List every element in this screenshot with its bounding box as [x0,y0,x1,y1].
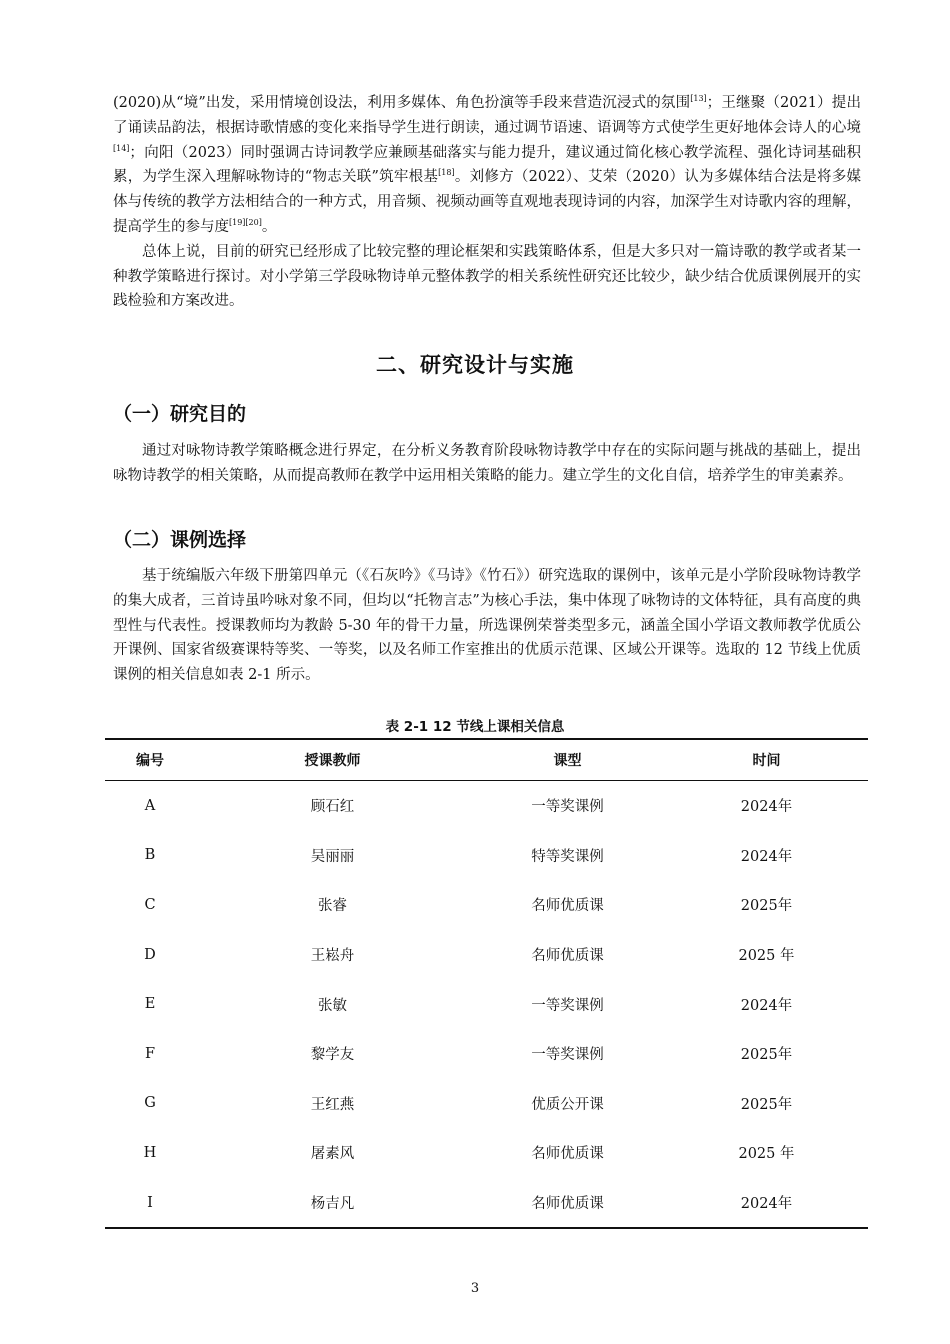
cell-year: 2024年 [740,799,793,816]
cell-id: C [144,896,156,913]
text-run: ；向阳（2023）同时强调古诗词教学应兼顾基础落实与能力提升，建议通过简化核心教学流程、强化诗词基础积累，为学生深入理解咏物诗的“物志关联”筑牢根基 [113,144,861,186]
cell-teacher: 张睿 [318,898,347,915]
cell-teacher: 屠素风 [310,1146,355,1163]
cell-id: G [144,1095,156,1112]
cell-year: 2024年 [740,1196,793,1213]
cell-teacher: 顾石红 [310,799,355,816]
citation-marker: [19][20] [229,218,262,228]
header-lesson-type: 课型 [553,753,582,769]
table-header-row [105,739,868,781]
table-row [105,930,868,980]
lit-review-paragraph-1 [113,91,861,240]
table-row [105,1079,868,1129]
section-heading-case-selection: （二）课例选择 [113,529,247,551]
header-teacher: 授课教师 [304,753,361,769]
chapter-title: 二、研究设计与实施 [376,353,574,377]
text-run: (2020)从“境”出发，采用情境创设法，利用多媒体、角色扮演等手段来营造沉浸式的氛围 [113,95,691,111]
header-year: 时间 [752,753,781,769]
cell-year: 2025年 [740,1096,793,1113]
cell-id: I [147,1194,153,1211]
table-row [105,979,868,1029]
lit-review-paragraph-2: 总体上说，目前的研究已经形成了比较完整的理论框架和实践策略体系，但是大多只对一篇诗歌的教学或者某一种教学策略进行探讨。对小学第三学段咏物诗单元整体教学的相关系统性研究还比较少，缺少结合优质课例展开的实践检验和方案改进。 [113,243,861,310]
paragraph: 通过对咏物诗教学策略概念进行界定，在分析义务教育阶段咏物诗教学中存在的实际问题与挑战的基础上，提出咏物诗教学的相关策略，从而提高教师在教学中运用相关策略的能力。建立学生的文化自信，培养学生的审美素养。 [113,443,861,484]
citation-marker: [14] [113,143,130,153]
citation-marker: [13] [690,94,707,104]
header-id: 编号 [136,753,164,769]
section-heading-research-purpose: （一）研究目的 [113,403,247,425]
table-row [105,1029,868,1079]
cell-lesson-type: 一等奖课例 [531,799,604,816]
cell-year: 2024年 [740,848,793,865]
text-run: 。刘修方（2022）、艾荣（2020）认为多媒体结合法是将多媒体与传统的教学方法相结合的一种方式，用音频、视频动画等直观地表现诗词的内容，加深学生对诗歌内容的理解，提高学生的参与度 [113,169,861,235]
literature-review [113,91,861,314]
text-run: ；王继聚（2021）提出了诵读品韵法，根据诗歌情感的变化来指导学生进行朗读，通过调节语速、语调等方式使学生更好地体会诗人的心境 [113,95,861,136]
table-row [105,880,868,930]
cell-lesson-type: 一等奖课例 [531,1047,604,1064]
cell-year: 2025 年 [738,1146,795,1163]
table-row [105,831,868,881]
cell-year: 2025 年 [738,948,795,965]
table-caption: 表 2-1 12 节线上课相关信息 [385,719,565,735]
paragraph: 基于统编版六年级下册第四单元（《石灰吟》《马诗》《竹石》）研究选取的课例中，该单元是小学阶段咏物诗教学的集大成者，三首诗虽吟咏对象不同，但均以“托物言志”为核心手法，集中体现了咏物诗的文体特征，具有高度的典型性与代表性。授课教师均为教龄 5-30 年的骨干力量，所选课例荣誉类型多元，涵盖全国小学语文教师教学优质公开课例、国家省级赛课特等奖、一等奖，以及名师工作室推出的优质示范课、区域公开课等。选取的 12 节线上优质课例的相关信息如表 2-1 所示。 [113,568,861,684]
cell-id: B [144,847,156,864]
cell-teacher: 黎学友 [310,1047,355,1064]
citation-marker: [18] [438,168,455,178]
cell-year: 2025年 [740,1047,793,1064]
cell-teacher: 王红燕 [310,1096,355,1113]
cell-lesson-type: 特等奖课例 [531,848,604,865]
cell-year: 2025年 [740,898,793,915]
cell-id: E [144,996,156,1013]
cell-teacher: 吴丽丽 [310,848,355,865]
cell-teacher: 杨吉凡 [310,1196,355,1213]
cell-lesson-type: 名师优质课 [531,898,604,915]
table-row [105,781,868,831]
cell-id: D [144,946,156,963]
cell-id: H [143,1144,157,1161]
cell-lesson-type: 名师优质课 [531,1196,604,1213]
research-purpose-body [113,439,861,489]
text-run: 。 [261,218,277,235]
cell-year: 2024年 [740,997,793,1014]
cell-id: A [144,797,156,814]
table-row [105,1178,868,1229]
page-number: 3 [470,1281,480,1296]
cell-lesson-type: 名师优质课 [531,948,604,965]
cell-teacher: 张敏 [318,997,347,1014]
cell-lesson-type: 一等奖课例 [531,997,604,1014]
cell-lesson-type: 名师优质课 [531,1146,604,1163]
cell-lesson-type: 优质公开课 [531,1096,604,1113]
cell-id: F [144,1045,156,1062]
lesson-table-container [105,738,868,1229]
case-selection-body [113,564,861,688]
table-row [105,1128,868,1178]
lesson-table [105,738,868,1229]
cell-teacher: 王崧舟 [310,948,355,965]
